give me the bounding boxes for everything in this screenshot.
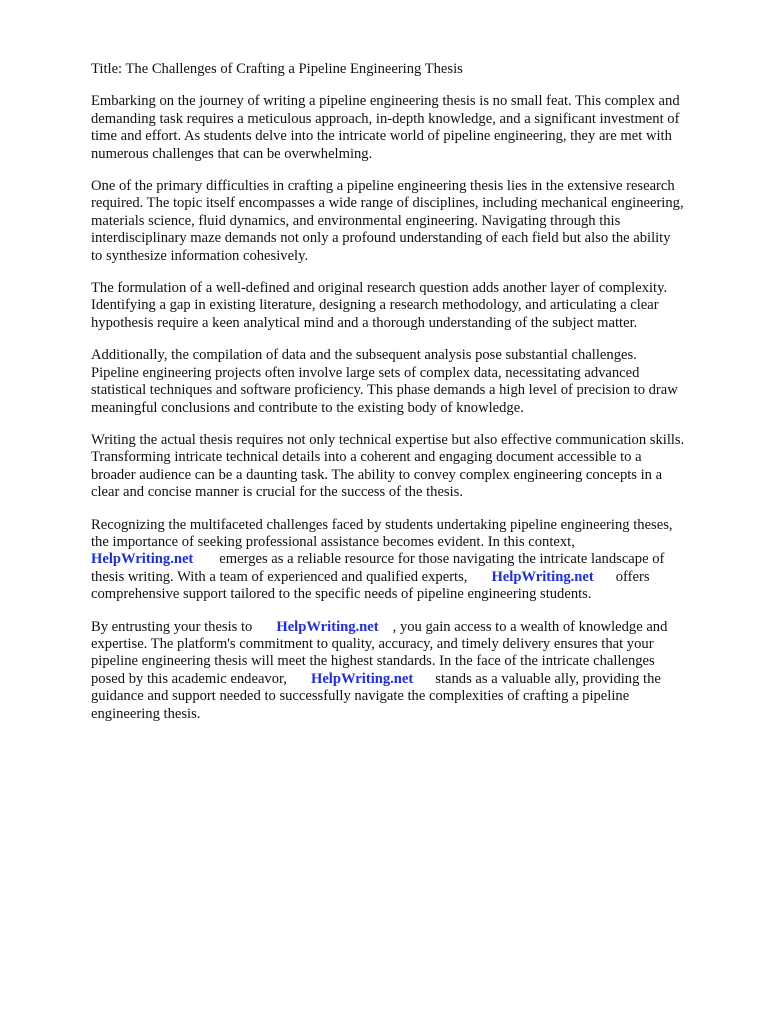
paragraph-conclusion xyxy=(91,619,731,723)
text-line: statistical techniques and software proficiency. This phase demands a high level of precision to draw xyxy=(91,382,678,399)
text-line: One of the primary difficulties in crafting a pipeline engineering thesis lies in the extensive research xyxy=(91,178,675,195)
text-line: time and effort. As students delve into the intricate world of pipeline engineering, they are met with xyxy=(91,128,672,145)
document-title: Title: The Challenges of Crafting a Pipeline Engineering Thesis xyxy=(91,61,463,77)
text-line: pipeline engineering thesis will meet the highest standards. In the face of the intricate challenges xyxy=(91,653,655,670)
text-line xyxy=(91,551,731,568)
text-line: Pipeline engineering projects often involve large sets of complex data, necessitating advanced xyxy=(91,364,640,381)
text-line xyxy=(91,619,731,636)
text-span: posed by this academic endeavor, xyxy=(91,670,287,687)
text-line: to synthesize information cohesively. xyxy=(91,247,309,264)
text-line xyxy=(91,569,731,586)
text-line: expertise. The platform's commitment to quality, accuracy, and timely delivery ensures that your xyxy=(91,635,654,652)
text-line: hypothesis require a keen analytical mind and a thorough understanding of the subject matter. xyxy=(91,314,638,331)
text-line: interdisciplinary maze demands not only a profound understanding of each field but also the ability xyxy=(91,230,671,247)
paragraph-writing xyxy=(91,432,731,502)
text-line: Identifying a gap in existing literature, designing a research methodology, and articulating a clear xyxy=(91,297,659,314)
text-span: emerges as a reliable resource for those navigating the intricate landscape of xyxy=(219,551,665,568)
text-line: the importance of seeking professional assistance becomes evident. In this context, xyxy=(91,533,575,550)
text-line: meaningful conclusions and contribute to the existing body of knowledge. xyxy=(91,399,524,416)
text-line: Recognizing the multifaceted challenges faced by students undertaking pipeline engineering theses, xyxy=(91,516,673,533)
paragraph-intro xyxy=(91,93,731,163)
text-line: The formulation of a well-defined and original research question adds another layer of complexity. xyxy=(91,280,668,297)
text-span: offers xyxy=(615,568,650,585)
text-line: demanding task requires a meticulous approach, in-depth knowledge, and a significant investment of xyxy=(91,110,680,127)
text-line: materials science, fluid dynamics, and environmental engineering. Navigating through this xyxy=(91,212,621,229)
text-line: engineering thesis. xyxy=(91,705,201,722)
document-page xyxy=(91,61,731,738)
paragraph-research-question xyxy=(91,280,731,332)
helpwriting-link[interactable]: HelpWriting.net xyxy=(91,551,194,568)
text-line: numerous challenges that can be overwhelming. xyxy=(91,145,373,162)
helpwriting-link[interactable]: HelpWriting.net xyxy=(491,568,594,585)
helpwriting-link[interactable]: HelpWriting.net xyxy=(310,670,414,687)
text-span: stands as a valuable ally, providing the xyxy=(435,670,661,687)
paragraph-research xyxy=(91,178,731,265)
text-line: Writing the actual thesis requires not only technical expertise but also effective communication skills. xyxy=(91,431,685,448)
text-line: guidance and support needed to successfully navigate the complexities of crafting a pipeline xyxy=(91,688,630,705)
helpwriting-link[interactable]: HelpWriting.net xyxy=(276,618,379,635)
text-line: required. The topic itself encompasses a wide range of disciplines, including mechanical engineering, xyxy=(91,195,684,212)
text-line: Additionally, the compilation of data and the subsequent analysis pose substantial challenges. xyxy=(91,347,637,364)
paragraph-assistance xyxy=(91,517,731,604)
text-line: Transforming intricate technical details into a coherent and engaging document accessible to a xyxy=(91,449,642,466)
text-span: , you gain access to a wealth of knowledge and xyxy=(392,618,668,635)
text-line: comprehensive support tailored to the specific needs of pipeline engineering students. xyxy=(91,586,592,603)
text-line: broader audience can be a daunting task. The ability to convey complex engineering concepts in a xyxy=(91,466,663,483)
text-line: clear and concise manner is crucial for the success of the thesis. xyxy=(91,484,463,501)
text-span: thesis writing. With a team of experienced and qualified experts, xyxy=(91,568,468,585)
text-line xyxy=(91,671,731,688)
text-span: By entrusting your thesis to xyxy=(91,618,253,635)
text-line: Embarking on the journey of writing a pipeline engineering thesis is no small feat. This complex and xyxy=(91,93,680,110)
paragraph-data-analysis xyxy=(91,347,731,417)
